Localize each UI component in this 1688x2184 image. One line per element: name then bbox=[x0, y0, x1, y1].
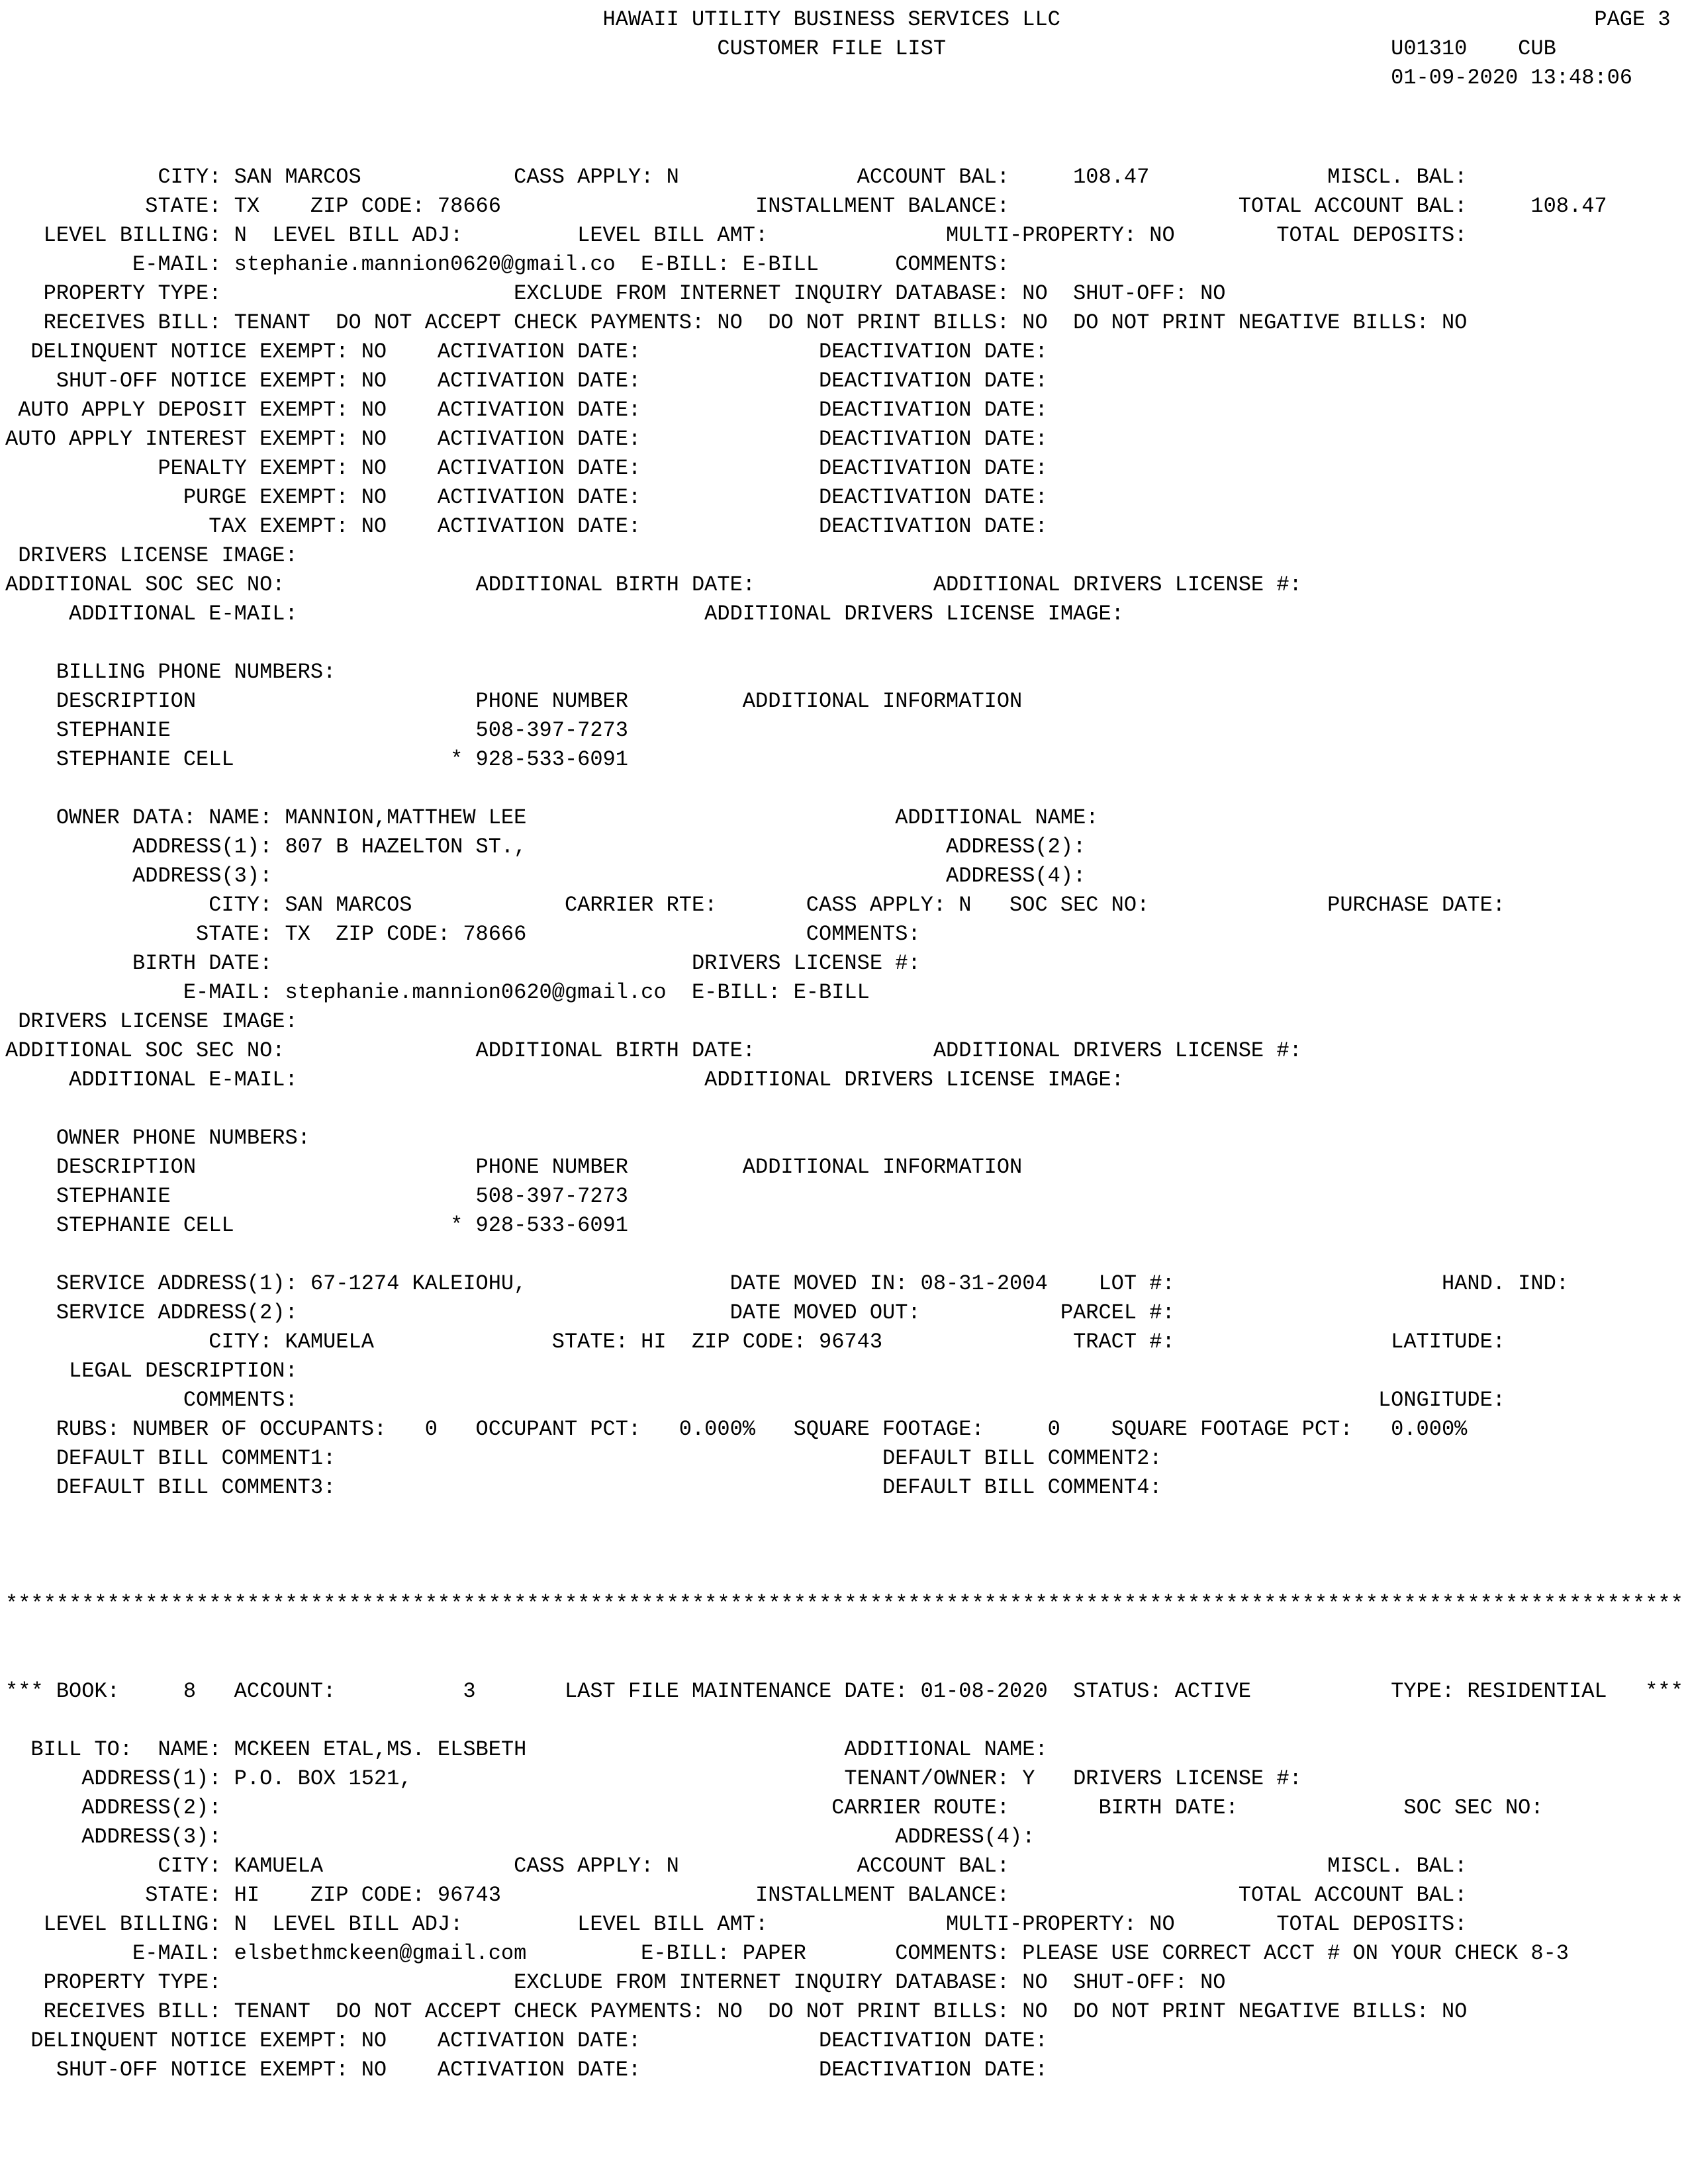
blank-line bbox=[5, 1706, 1687, 1735]
r1-owner-birth-drivers-license: BIRTH DATE: DRIVERS LICENSE #: bbox=[5, 951, 921, 976]
r1-owner-data-name: OWNER DATA: NAME: MANNION,MATTHEW LEE ADDITIONAL NAME: bbox=[5, 805, 1099, 830]
blank-line bbox=[5, 1240, 1687, 1269]
r1-owner-phone-numbers-heading: OWNER PHONE NUMBERS: bbox=[5, 1126, 310, 1150]
blank-line bbox=[5, 1648, 1687, 1677]
r1-owner-additional-ids: ADDITIONAL SOC SEC NO: ADDITIONAL BIRTH DATE: ADDITIONAL DRIVERS LICENSE #: bbox=[5, 1038, 1302, 1063]
r1-level-billing: LEVEL BILLING: N LEVEL BILL ADJ: LEVEL BILL AMT: MULTI-PROPERTY: NO TOTAL DEPOSITS: bbox=[5, 223, 1468, 248]
r1-delinquent-notice-exempt: DELINQUENT NOTICE EXEMPT: NO ACTIVATION DATE: DEACTIVATION DATE: bbox=[5, 340, 1048, 364]
r1-email-ebill-comments: E-MAIL: stephanie.mannion0620@gmail.co E-BILL: E-BILL COMMENTS: bbox=[5, 252, 1010, 277]
blank-line bbox=[5, 1561, 1687, 1590]
r1-bill-state-zip-installment: STATE: TX ZIP CODE: 78666 INSTALLMENT BALANCE: TOTAL ACCOUNT BAL: 108.47 bbox=[5, 194, 1607, 218]
blank-line bbox=[5, 1531, 1687, 1561]
r1-receives-bill: RECEIVES BILL: TENANT DO NOT ACCEPT CHECK PAYMENTS: NO DO NOT PRINT BILLS: NO DO NOT PRINT NEGATIVE BILLS: NO bbox=[5, 310, 1468, 335]
r1-bill-city-cass-account-bal: CITY: SAN MARCOS CASS APPLY: N ACCOUNT BAL: 108.47 MISCL. BAL: bbox=[5, 165, 1468, 189]
r1-owner-city-carrier-cass-ssn-purchase: CITY: SAN MARCOS CARRIER RTE: CASS APPLY: N SOC SEC NO: PURCHASE DATE: bbox=[5, 893, 1505, 917]
r1-purge-exempt: PURGE EXEMPT: NO ACTIVATION DATE: DEACTIVATION DATE: bbox=[5, 485, 1048, 510]
r1-service-address-2: SERVICE ADDRESS(2): DATE MOVED OUT: PARCEL #: bbox=[5, 1300, 1175, 1325]
r1-owner-address-1-2: ADDRESS(1): 807 B HAZELTON ST., ADDRESS(2): bbox=[5, 835, 1086, 859]
report-body bbox=[5, 5, 1687, 2085]
r2-bill-city-cass-account-bal: CITY: KAMUELA CASS APPLY: N ACCOUNT BAL: MISCL. BAL: bbox=[5, 1854, 1468, 1878]
header-timestamp: 01-09-2020 13:48:06 bbox=[5, 66, 1632, 90]
r1-billing-phone-numbers-heading: BILLING PHONE NUMBERS: bbox=[5, 660, 336, 684]
r1-owner-phone-row-stephanie-cell: STEPHANIE CELL * 928-533-6091 bbox=[5, 1213, 628, 1238]
blank-line bbox=[5, 629, 1687, 658]
r1-default-bill-comments-3-4: DEFAULT BILL COMMENT3: DEFAULT BILL COMMENT4: bbox=[5, 1475, 1162, 1500]
r1-owner-additional-email: ADDITIONAL E-MAIL: ADDITIONAL DRIVERS LICENSE IMAGE: bbox=[5, 1068, 1124, 1092]
r2-level-billing: LEVEL BILLING: N LEVEL BILL ADJ: LEVEL BILL AMT: MULTI-PROPERTY: NO TOTAL DEPOSITS: bbox=[5, 1912, 1468, 1936]
r1-auto-apply-interest-exempt: AUTO APPLY INTEREST EXEMPT: NO ACTIVATION DATE: DEACTIVATION DATE: bbox=[5, 427, 1048, 451]
blank-line bbox=[5, 1502, 1687, 1531]
r1-tax-exempt: TAX EXEMPT: NO ACTIVATION DATE: DEACTIVATION DATE: bbox=[5, 514, 1048, 539]
r1-phone-row-stephanie: STEPHANIE 508-397-7273 bbox=[5, 718, 628, 743]
r2-bill-to-address-3: ADDRESS(3): ADDRESS(4): bbox=[5, 1825, 1035, 1849]
r1-service-city-state-zip: CITY: KAMUELA STATE: HI ZIP CODE: 96743 TRACT #: LATITUDE: bbox=[5, 1330, 1505, 1354]
r1-shutoff-notice-exempt: SHUT-OFF NOTICE EXEMPT: NO ACTIVATION DATE: DEACTIVATION DATE: bbox=[5, 369, 1048, 393]
r2-bill-to-address-1: ADDRESS(1): P.O. BOX 1521, TENANT/OWNER: Y DRIVERS LICENSE #: bbox=[5, 1766, 1302, 1791]
r2-property-type-exclude-shutoff: PROPERTY TYPE: EXCLUDE FROM INTERNET INQUIRY DATABASE: NO SHUT-OFF: NO bbox=[5, 1970, 1226, 1995]
r1-owner-state-zip-comments: STATE: TX ZIP CODE: 78666 COMMENTS: bbox=[5, 922, 921, 946]
r2-shutoff-notice-exempt: SHUT-OFF NOTICE EXEMPT: NO ACTIVATION DATE: DEACTIVATION DATE: bbox=[5, 2058, 1048, 2082]
r1-phone-row-stephanie-cell: STEPHANIE CELL * 928-533-6091 bbox=[5, 747, 628, 772]
r1-owner-drivers-license-image: DRIVERS LICENSE IMAGE: bbox=[5, 1009, 298, 1034]
r1-default-bill-comments-1-2: DEFAULT BILL COMMENT1: DEFAULT BILL COMMENT2: bbox=[5, 1446, 1162, 1471]
r2-record-header-book-account: *** BOOK: 8 ACCOUNT: 3 LAST FILE MAINTENANCE DATE: 01-08-2020 STATUS: ACTIVE TYPE: RESIDENTIAL *** bbox=[5, 1679, 1683, 1704]
r2-bill-to-name: BILL TO: NAME: MCKEEN ETAL,MS. ELSBETH ADDITIONAL NAME: bbox=[5, 1737, 1048, 1762]
r1-owner-address-3-4: ADDRESS(3): ADDRESS(4): bbox=[5, 864, 1086, 888]
header-company-page: HAWAII UTILITY BUSINESS SERVICES LLC PAGE 3 bbox=[5, 7, 1671, 32]
r2-email-ebill-comments: E-MAIL: elsbethmckeen@gmail.com E-BILL: PAPER COMMENTS: PLEASE USE CORRECT ACCT # ON YOUR CHECK 8-3 bbox=[5, 1941, 1569, 1966]
r1-service-comments-longitude: COMMENTS: LONGITUDE: bbox=[5, 1388, 1505, 1412]
r1-rubs-occupants: RUBS: NUMBER OF OCCUPANTS: 0 OCCUPANT PCT: 0.000% SQUARE FOOTAGE: 0 SQUARE FOOTAGE PCT: 0.000% bbox=[5, 1417, 1468, 1441]
r1-legal-description: LEGAL DESCRIPTION: bbox=[5, 1359, 298, 1383]
report-page bbox=[5, 5, 1687, 2085]
r1-auto-apply-deposit-exempt: AUTO APPLY DEPOSIT EXEMPT: NO ACTIVATION DATE: DEACTIVATION DATE: bbox=[5, 398, 1048, 422]
record-separator: ************************************************************************************************************************************ bbox=[5, 1592, 1683, 1616]
r2-bill-to-address-2: ADDRESS(2): CARRIER ROUTE: BIRTH DATE: SOC SEC NO: bbox=[5, 1796, 1544, 1820]
r1-drivers-license-image: DRIVERS LICENSE IMAGE: bbox=[5, 543, 298, 568]
blank-line bbox=[5, 774, 1687, 803]
r1-owner-phone-row-stephanie: STEPHANIE 508-397-7273 bbox=[5, 1184, 628, 1208]
r1-service-address-1: SERVICE ADDRESS(1): 67-1274 KALEIOHU, DATE MOVED IN: 08-31-2004 LOT #: HAND. IND: bbox=[5, 1271, 1569, 1296]
r1-owner-phone-table-header: DESCRIPTION PHONE NUMBER ADDITIONAL INFORMATION bbox=[5, 1155, 1023, 1179]
blank-line bbox=[5, 1619, 1687, 1648]
r1-property-type-exclude-shutoff: PROPERTY TYPE: EXCLUDE FROM INTERNET INQUIRY DATABASE: NO SHUT-OFF: NO bbox=[5, 281, 1226, 306]
r1-phone-table-header: DESCRIPTION PHONE NUMBER ADDITIONAL INFORMATION bbox=[5, 689, 1023, 713]
r1-penalty-exempt: PENALTY EXEMPT: NO ACTIVATION DATE: DEACTIVATION DATE: bbox=[5, 456, 1048, 480]
r2-bill-state-zip-installment: STATE: HI ZIP CODE: 96743 INSTALLMENT BALANCE: TOTAL ACCOUNT BAL: bbox=[5, 1883, 1468, 1907]
header-title-program: CUSTOMER FILE LIST U01310 CUB bbox=[5, 36, 1556, 61]
blank-line bbox=[5, 1095, 1687, 1124]
r2-delinquent-notice-exempt: DELINQUENT NOTICE EXEMPT: NO ACTIVATION DATE: DEACTIVATION DATE: bbox=[5, 2028, 1048, 2053]
r1-additional-ids: ADDITIONAL SOC SEC NO: ADDITIONAL BIRTH DATE: ADDITIONAL DRIVERS LICENSE #: bbox=[5, 572, 1302, 597]
r1-additional-email: ADDITIONAL E-MAIL: ADDITIONAL DRIVERS LICENSE IMAGE: bbox=[5, 602, 1124, 626]
r1-owner-email-ebill: E-MAIL: stephanie.mannion0620@gmail.co E-BILL: E-BILL bbox=[5, 980, 870, 1005]
r2-receives-bill: RECEIVES BILL: TENANT DO NOT ACCEPT CHECK PAYMENTS: NO DO NOT PRINT BILLS: NO DO NOT PRINT NEGATIVE BILLS: NO bbox=[5, 1999, 1468, 2024]
